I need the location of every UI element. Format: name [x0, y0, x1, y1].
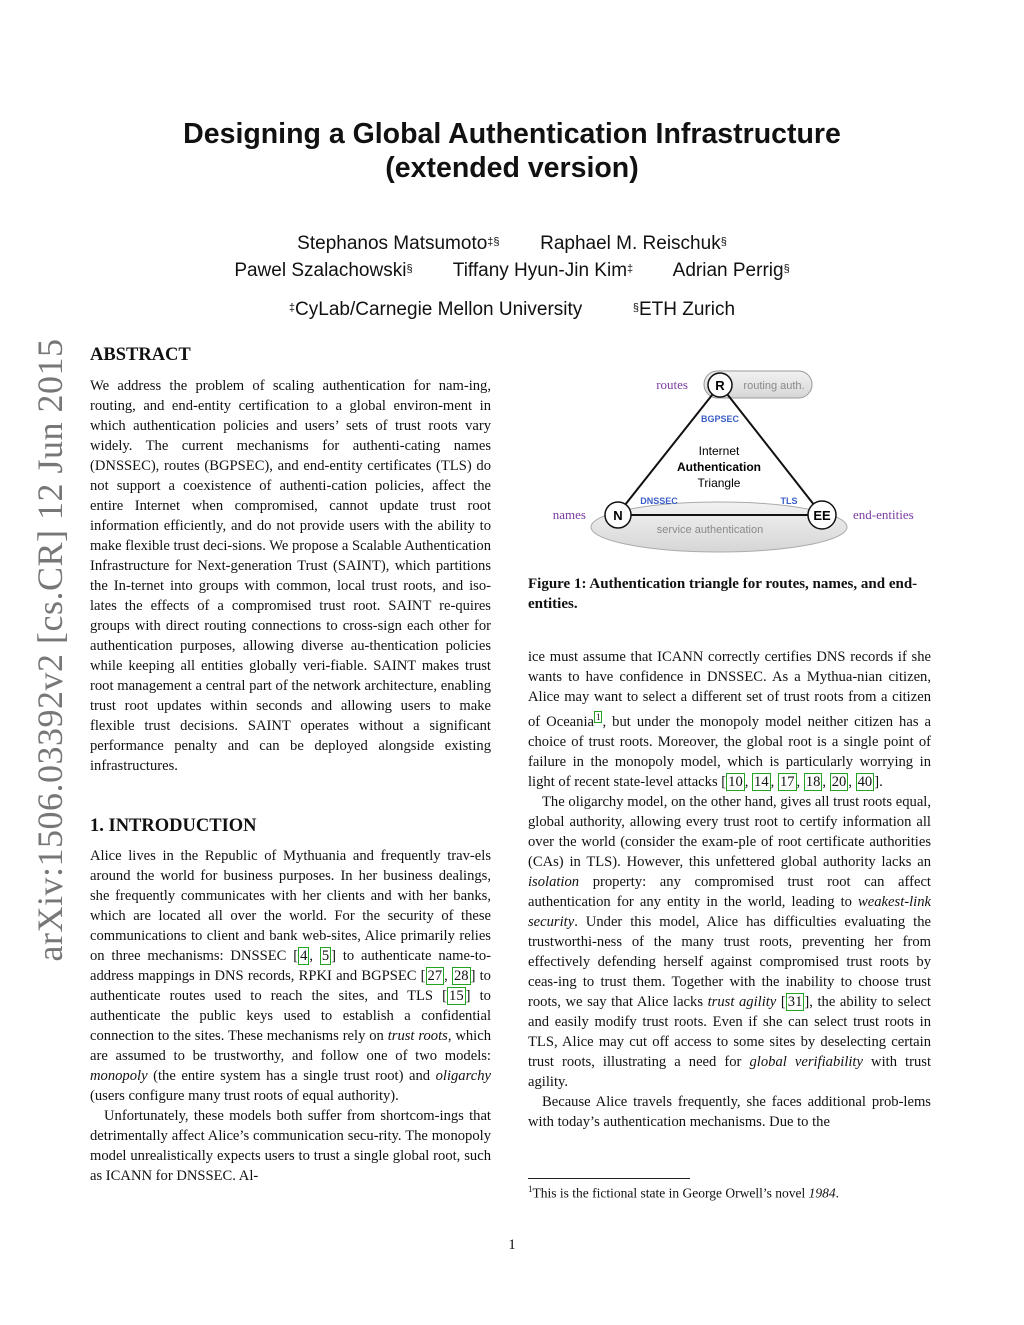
intro-right-column [528, 647, 931, 1132]
intro-left-column [90, 846, 491, 1186]
author-mark: § [720, 236, 727, 248]
node-r-label: R [715, 378, 725, 393]
citation-link[interactable]: 5 [321, 948, 330, 964]
intro-paragraph-2: Unfortunately, these models both suffer from shortcom-ings that detrimentally affect Alice’s communication secu-rity. The monopoly model unrealistically expects users to trust a single global root, such as ICANN for DNSSEC. Al- [90, 1108, 491, 1184]
affiliation-mark: ‡ [288, 302, 296, 314]
footnote-rule [528, 1178, 690, 1179]
paper-title [0, 117, 1024, 185]
author-mark: § [783, 263, 790, 275]
citation-link[interactable]: 14 [754, 773, 769, 790]
author-name: Pawel Szalachowski [234, 260, 407, 281]
title-line-2: (extended version) [385, 152, 639, 184]
service-auth-label: service authentication [656, 524, 764, 536]
citation-link[interactable]: 28 [453, 968, 469, 984]
abstract-heading: ABSTRACT [90, 345, 191, 365]
intro-paragraph-1: Alice lives in the Republic of Mythuania and frequently trav-els around the world for business purposes. In her business dealings, she frequently communicates with her clients and with her banks, which are located all over the world. For the security of these communications to client and bank web-sites, Alice primarily relies on three mechanisms: DNSSEC [ 4 , 5 ] to authenticate name-to-address mappings in DNS records, RPKI and BGPSEC [ 27 , 28 ] to authenticate routes used to reach the sites, and TLS [ 15 ] to authenticate the public keys used to establish a confidential connection to the sites. These mechanisms rely on trust roots, which are assumed to be trustworthy, and follow one of two models: monopoly (the entire system has a single trust root) and oligarchy (users configure many trust roots of equal authority). [90, 848, 492, 1104]
citation-link[interactable]: 27 [427, 968, 443, 984]
center-label-3: Triangle [697, 476, 741, 490]
routes-label: routes [656, 377, 688, 392]
intro-paragraph-4: The oligarchy model, on the other hand, gives all trust roots equal, global authority, allowing every trust root to certify information all over the world (consider the exam-ple of root certificate authorities (CAs) in TLS). However, this unfettered global authority lacks an isolation property: any compromised trust root can affect authentication for any entity in the world, leading to weakest-link security. Under this model, Alice has difficulties evaluating the trustworthi-ness of the many trust roots, preventing her from effectively defending herself against compromised trust roots by ceas-ing to trust them. Together with the inability to choose trust roots, we say that Alice lacks trust agility [ 31 ], the ability to select and easily modify trust roots. Even if she can select trust roots in TLS, Alice may cut off access to some sites by deselecting certain trust roots, illustrating a need for global verifiability with trust agility. [528, 793, 932, 1090]
arxiv-id: arXiv:1506.03392v2 [cs.CR] 12 Jun 2015 [30, 338, 70, 962]
center-label-2: Authentication [677, 460, 761, 474]
citation-link[interactable]: 18 [805, 773, 821, 790]
author-mark: ‡§ [487, 236, 500, 248]
author-row-1 [0, 232, 1024, 256]
node-n-label: N [613, 508, 623, 523]
names-label: names [552, 507, 586, 522]
affiliation-name: CyLab/Carnegie Mellon University [295, 299, 583, 320]
bgpsec-edge-label: BGPSEC [700, 414, 740, 424]
figure-1 [528, 360, 938, 560]
figure-caption: Figure 1: Authentication triangle for routes, names, and end-entities. [528, 576, 918, 612]
dnssec-edge-label: DNSSEC [640, 496, 678, 506]
footnote: $^1$This is the fictional state in George Orwell’s novel 1984. [528, 1184, 839, 1201]
routing-auth-label: routing auth. [743, 380, 805, 392]
end-entities-label: end-entities [853, 507, 914, 522]
author-name: Raphael M. Reischuk [540, 233, 721, 254]
citation-link[interactable]: 10 [728, 773, 743, 790]
intro-paragraph-3: ice must assume that ICANN correctly certifies DNS records if she wants to have confidence in DNSSEC. As a Mythua-nian citizen, Alice may want to select a different set of trust roots from a citizen of Oceania $^1$ , but under the monopoly model neither citizen has a choice of trust roots. Moreover, the global root is a single point of failure in the monopoly model, which is particularly worrying in light of recent state-level attacks [ 10 , 14 , 17 , 18 , 20 , 40 ]. [528, 649, 931, 790]
citation-link[interactable]: 15 [449, 988, 464, 1004]
center-label-1: Internet [698, 444, 740, 458]
author-mark: § [406, 263, 413, 275]
intro-paragraph-5: Because Alice travels frequently, she faces additional prob-lems with today’s authentication mechanisms. Due to the [528, 1093, 931, 1130]
author-name: Stephanos Matsumoto [297, 233, 488, 254]
affiliation-name: ETH Zurich [638, 299, 736, 320]
intro-heading: 1. INTRODUCTION [90, 816, 257, 836]
citation-link[interactable]: 40 [857, 773, 873, 790]
author-row-2 [0, 259, 1024, 283]
title-line-1: Designing a Global Authentication Infrastructure [183, 118, 841, 150]
auth-triangle-diagram [528, 360, 938, 560]
node-ee-label: EE [813, 508, 831, 523]
author-name: Adrian Perrig [672, 260, 784, 281]
affiliation-mark: § [632, 302, 639, 314]
page-number: 1 [508, 1237, 516, 1253]
citation-link[interactable]: 4 [300, 948, 308, 964]
citation-link[interactable]: 17 [779, 773, 795, 790]
abstract-text [90, 376, 491, 776]
affiliations [0, 298, 1024, 322]
author-mark: ‡ [627, 263, 634, 275]
citation-link[interactable]: 31 [787, 993, 803, 1010]
abstract-paragraph: We address the problem of scaling authentication for nam-ing, routing, and end-entity certification to a global environ-ment in which authentication policies and users’ sets of trust roots vary widely. The current mechanisms for authenti-cating names (DNSSEC), routes (BGPSEC), and end-entity certificates (TLS) do not support a coexistence of authenti-cation policies, affect the entire Internet when compromised, cannot update trust root information efficiently, and do not provide users with the ability to make flexible trust deci-sions. We propose a Scalable Authentication Infrastructure for Next-generation Trust (SAINT), which partitions the In-ternet into groups with common, local trust roots, and iso-lates the effects of a compromised trust root. SAINT re-quires groups with direct routing connections to cross-sign each other for authentication purposes, allowing diverse au-thentication policies while keeping all entities globally veri-fiable. SAINT makes trust root management a central part of the network architecture, enabling trust root updates within seconds and allowing users to make flexible trust decisions. SAINT operates without a significant performance penalty and can be deployed alongside existing infrastructures. [90, 378, 491, 774]
citation-link[interactable]: 20 [831, 773, 847, 790]
footnote-link[interactable]: 1 [595, 712, 601, 722]
author-name: Tiffany Hyun-Jin Kim [452, 260, 628, 281]
tls-edge-label: TLS [780, 496, 798, 506]
